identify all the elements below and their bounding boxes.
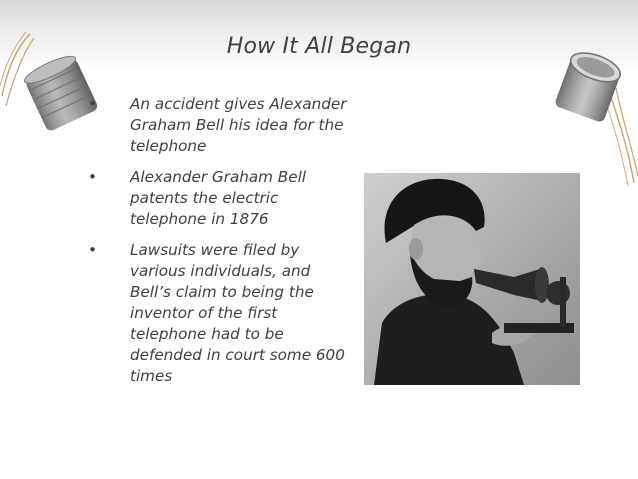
bullet-text: Lawsuits were filed by various individuals, and Bell’s claim to being the inventor of the first telephone had to be defended in court some 600 times	[130, 241, 345, 385]
bell-telephone-photo	[364, 173, 580, 385]
bullet-dot-icon: •	[88, 95, 97, 113]
bullet-item	[88, 240, 348, 387]
bullet-item	[88, 167, 348, 230]
tin-can-right-icon	[548, 48, 638, 188]
bullet-text: Alexander Graham Bell patents the electric telephone in 1876	[130, 168, 307, 228]
slide-title: How It All Began	[226, 34, 412, 59]
bullet-list	[88, 94, 348, 397]
bullet-dot-icon: •	[88, 168, 97, 186]
bullet-text: An accident gives Alexander Graham Bell his idea for the telephone	[130, 95, 347, 155]
bullet-dot-icon: •	[88, 241, 97, 259]
bullet-item	[88, 94, 348, 157]
